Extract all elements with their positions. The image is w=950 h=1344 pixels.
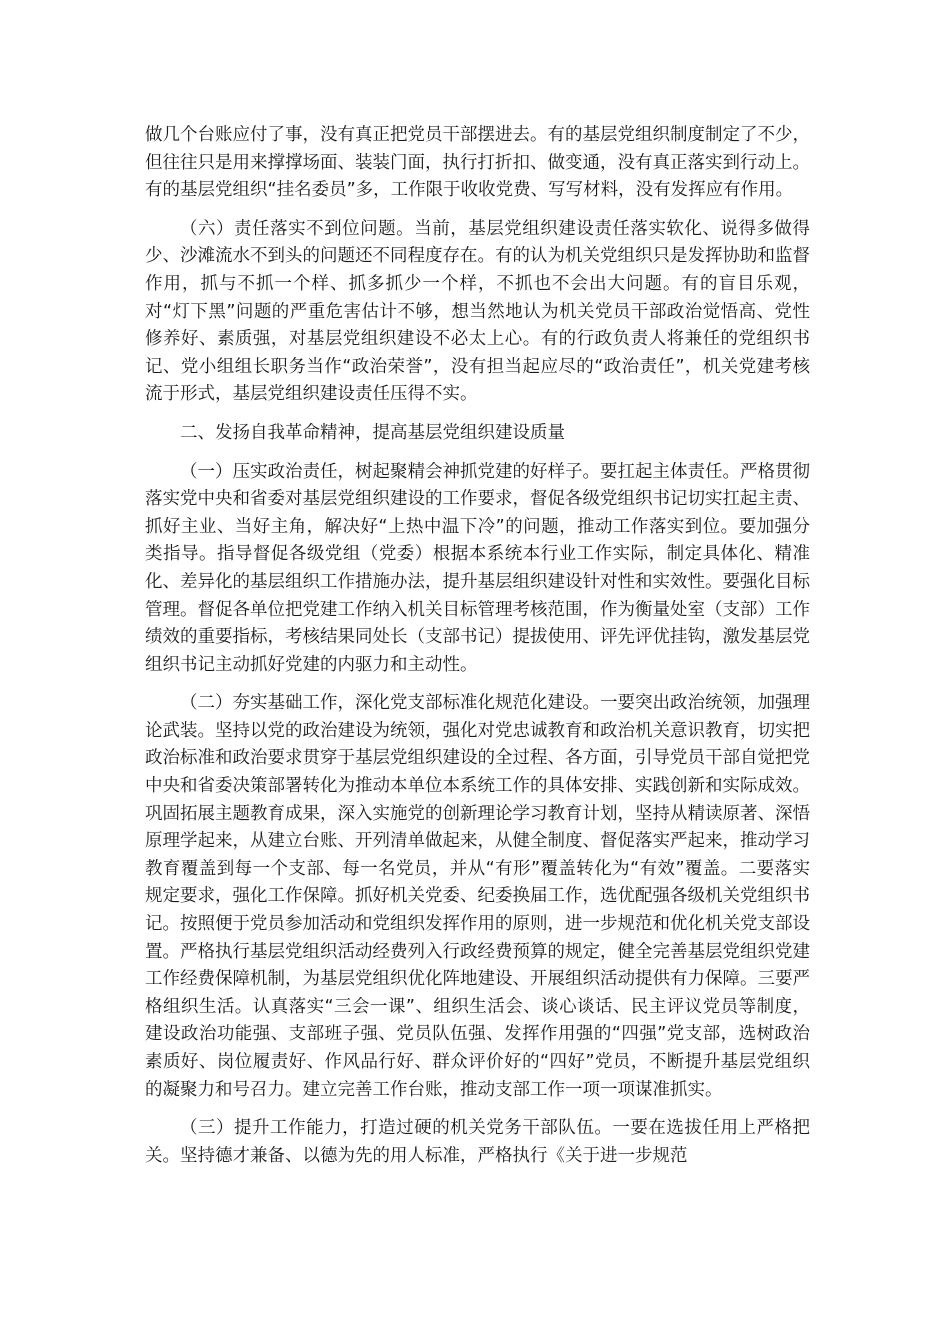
paragraph-subsection-3: （三）提升工作能力，打造过硬的机关党务干部队伍。一要在选拔任用上严格把关。坚持德才兼备、以德为先的用人标准，严格执行《关于进一步规范 — [145, 1118, 810, 1166]
paragraph-section-6: （六）责任落实不到位问题。当前，基层党组织建设责任落实软化、说得多做得少、沙滩流水不到头的问题还不同程度存在。有的认为机关党组织只是发挥协助和监督作用，抓与不抓一个样、抓多抓少一个样，不抓也不会出大问题。有的盲目乐观，对“灯下黑”问题的严重危害估计不够，想当然地认为机关党员干部政治觉悟高、党性修养好、素质强，对基层党组织建设不必太上心。有的行政负责人将兼任的党组织书记、党小组组长职务当作“政治荣誉”，没有担当起应尽的“政治责任”，机关党建考核流于形式，基层党组织建设责任压得不实。 — [145, 218, 810, 405]
paragraph-subsection-1: （一）压实政治责任，树起聚精会神抓党建的好样子。要扛起主体责任。严格贯彻落实党中央和省委对基层党组织建设的工作要求，督促各级党组织书记切实扛起主责、抓好主业、当好主角，解决好“上热中温下冷”的问题，推动工作落实到位。要加强分类指导。指导督促各级党组（党委）根据本系统本行业工作实际，制定具体化、精准化、差异化的基层组织工作措施办法，提升基层组织建设针对性和实效性。要强化目标管理。督促各单位把党建工作纳入机关目标管理考核范围，作为衡量处室（支部）工作绩效的重要指标，考核结果同处长（支部书记）提拔使用、评先评优挂钩，激发基层党组织书记主动抓好党建的内驱力和主动性。 — [145, 461, 810, 675]
section-heading-2: 二、发扬自我革命精神，提高基层党组织建设质量 — [180, 422, 565, 443]
paragraph-continuation: 做几个台账应付了事，没有真正把党员干部摆进去。有的基层党组织制度制定了不少，但往往只是用来撑撑场面、装装门面，执行打折扣、做变通，没有真正落实到行动上。有的基层党组织“挂名委员”多，工作限于收收党费、写写材料，没有发挥应有作用。 — [145, 125, 810, 201]
document-body — [145, 122, 810, 1181]
paragraph-subsection-2: （二）夯实基础工作，深化党支部标准化规范化建设。一要突出政治统领，加强理论武装。坚持以党的政治建设为统领，强化对党忠诚教育和政治机关意识教育，切实把政治标准和政治要求贯穿于基层党组织建设的全过程、各方面，引导党员干部自觉把党中央和省委决策部署转化为推动本单位本系统工作的具体安排、实践创新和实际成效。巩固拓展主题教育成果，深入实施党的创新理论学习教育计划，坚持从精读原著、深悟原理学起来，从建立台账、开列清单做起来，从健全制度、督促落实严起来，推动学习教育覆盖到每一个支部、每一名党员，并从“有形”覆盖转化为“有效”覆盖。二要落实规定要求，强化工作保障。抓好机关党委、纪委换届工作，选优配强各级机关党组织书记。按照便于党员参加活动和党组织发挥作用的原则，进一步规范和优化机关党支部设置。严格执行基层党组织活动经费列入行政经费预算的规定，健全完善基层党组织党建工作经费保障机制，为基层党组织优化阵地建设、开展组织活动提供有力保障。三要严格组织生活。认真落实“三会一课”、组织生活会、谈心谈话、民主评议党员等制度，建设政治功能强、支部班子强、党员队伍强、发挥作用强的“四强”党支部，选树政治素质好、岗位履责好、作风品行好、群众评价好的“四好”党员，不断提升基层党组织的凝聚力和号召力。建立完善工作台账，推动支部工作一项一项谋准抓实。 — [145, 693, 810, 1100]
